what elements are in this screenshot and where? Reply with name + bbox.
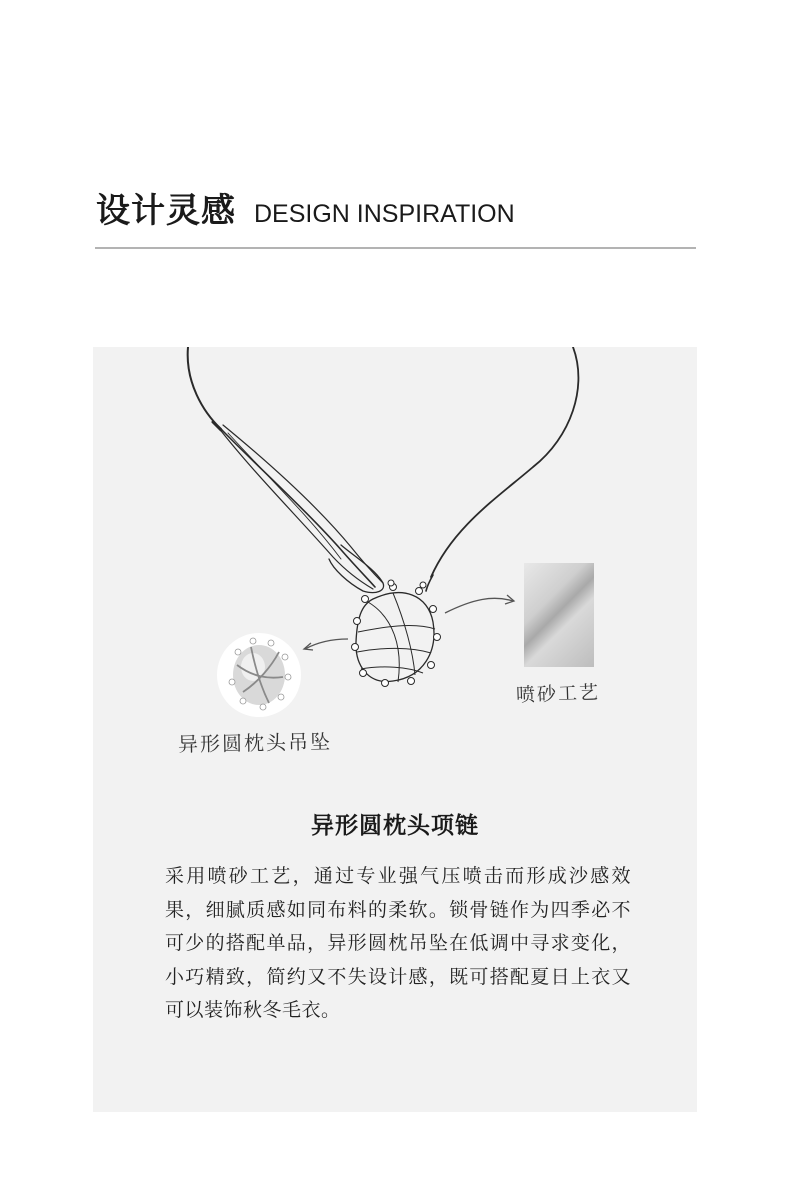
product-title: 异形圆枕头项链	[311, 813, 479, 839]
sandblast-label: 喷砂工艺	[515, 681, 601, 707]
section-title-cn: 设计灵感	[96, 191, 236, 231]
header-divider	[95, 247, 696, 249]
section-header	[96, 183, 515, 231]
pendant-detail-photo	[217, 633, 301, 717]
section-title-en: DESIGN INSPIRATION	[254, 200, 515, 228]
sandblast-texture-swatch	[524, 563, 594, 667]
pendant-label: 异形圆枕头吊坠	[177, 729, 333, 757]
product-description: 采用喷砂工艺，通过专业强气压喷击而形成沙感效果，细腻质感如同布料的柔软。锁骨链作为四季必不可少的搭配单品，异形圆枕吊坠在低调中寻求变化，小巧精致，简约又不失设计感，既可搭配夏日上衣又可以装饰秋冬毛衣。	[165, 865, 631, 1021]
inspiration-panel	[93, 347, 697, 1112]
pendant-drawing	[356, 593, 435, 682]
